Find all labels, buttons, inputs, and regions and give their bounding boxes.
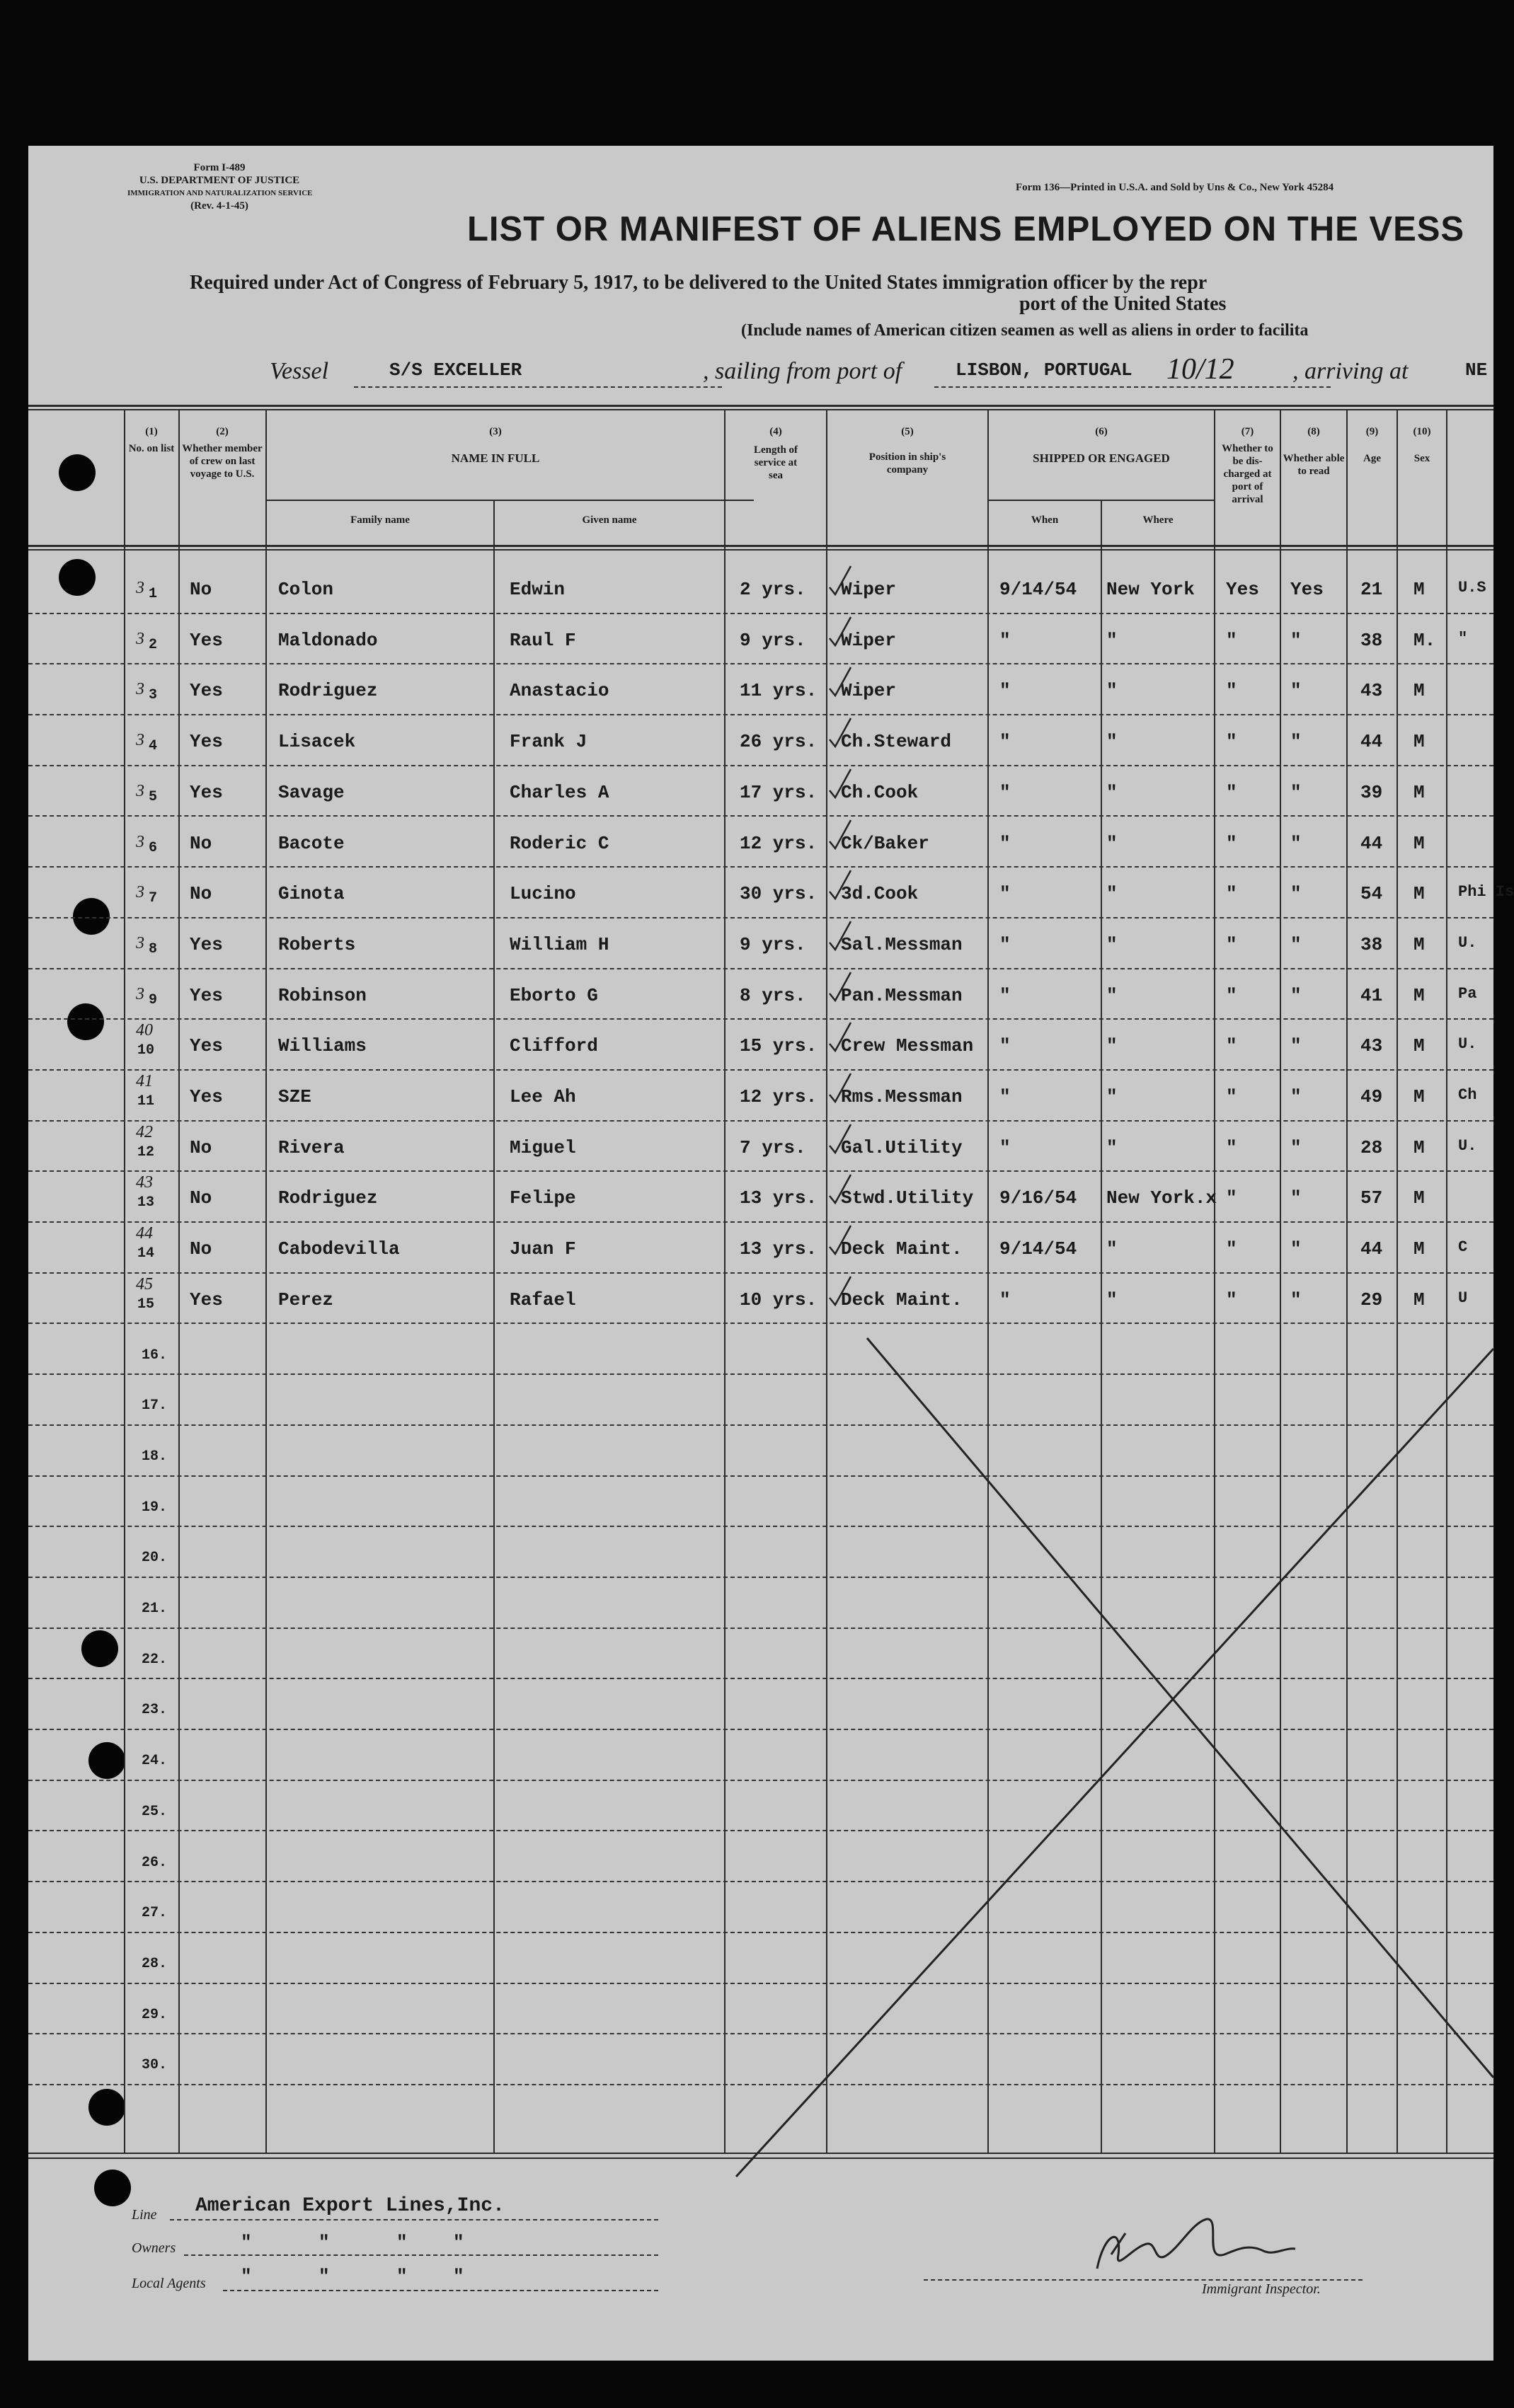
service-length-cell: 13 yrs.: [740, 1187, 818, 1209]
nationality-cell: U: [1458, 1289, 1468, 1307]
able-to-read-cell: ": [1290, 984, 1302, 1006]
able-to-read-cell: ": [1290, 1289, 1302, 1310]
col-header-given-name: Given name: [582, 514, 637, 526]
nationality-cell: U.S: [1458, 579, 1486, 597]
age-cell: 44: [1360, 731, 1383, 753]
service-length-cell: 15 yrs.: [740, 1035, 818, 1057]
col-header-read: (8) Whether able to read: [1283, 426, 1345, 477]
sex-cell: M: [1413, 1086, 1425, 1107]
row-number: 16.: [142, 1347, 168, 1364]
row-number: 5: [149, 788, 158, 805]
row-number: 21.: [142, 1601, 168, 1617]
family-name-cell: Robinson: [278, 984, 367, 1006]
row-number: 30.: [142, 2057, 168, 2074]
discharge-cell: ": [1226, 731, 1237, 753]
ditto-mark: ": [396, 2266, 408, 2287]
previous-crew-cell: No: [190, 1238, 212, 1260]
sex-cell: M: [1413, 832, 1425, 854]
shipped-where-cell: ": [1106, 1035, 1118, 1057]
shipped-when-cell: 9/14/54: [999, 579, 1077, 600]
row-number-handwritten: 3: [136, 832, 144, 851]
arriving-label: , arriving at: [1292, 358, 1409, 384]
ditto-mark: ": [319, 2232, 330, 2253]
line-company: American Export Lines,Inc.: [195, 2195, 505, 2217]
shipped-where-cell: ": [1106, 933, 1118, 955]
service-length-cell: 30 yrs.: [740, 883, 818, 905]
sex-cell: M: [1413, 1187, 1425, 1209]
position-cell: Ch.Steward: [841, 731, 952, 753]
inspector-signature: [1055, 2205, 1352, 2283]
age-cell: 43: [1360, 680, 1383, 702]
sex-cell: M: [1413, 781, 1425, 803]
row-number-handwritten: 42: [136, 1122, 153, 1141]
service-length-cell: 12 yrs.: [740, 832, 818, 854]
given-name-cell: Edwin: [510, 579, 566, 600]
able-to-read-cell: ": [1290, 832, 1302, 854]
shipped-where-cell: ": [1106, 731, 1118, 753]
position-cell: Gal.Utility: [841, 1136, 963, 1158]
shipped-where-cell: ": [1106, 781, 1118, 803]
discharge-cell: ": [1226, 1238, 1237, 1260]
sex-cell: M: [1413, 933, 1425, 955]
service-length-cell: 13 yrs.: [740, 1238, 818, 1260]
ditto-mark: ": [241, 2266, 252, 2287]
nationality-cell: U.: [1458, 933, 1477, 952]
shipped-where-cell: ": [1106, 1086, 1118, 1107]
previous-crew-cell: Yes: [190, 680, 223, 702]
shipped-when-cell: ": [999, 1035, 1011, 1057]
able-to-read-cell: ": [1290, 933, 1302, 955]
row-number: 6: [149, 839, 158, 856]
shipped-when-cell: ": [999, 984, 1011, 1006]
shipped-when-cell: 9/14/54: [999, 1238, 1077, 1260]
given-name-cell: Rafael: [510, 1289, 576, 1310]
row-number-handwritten: 3: [136, 731, 144, 750]
subtitle-line-3: (Include names of American citizen seamen as well as aliens in order to facilita: [741, 321, 1309, 340]
family-name-cell: Rivera: [278, 1136, 345, 1158]
cross-out-line: [867, 1338, 1493, 2078]
shipped-when-cell: ": [999, 832, 1011, 854]
position-cell: Crew Messman: [841, 1035, 974, 1057]
vessel-label: Vessel: [270, 358, 329, 384]
family-name-cell: Perez: [278, 1289, 334, 1310]
service-length-cell: 9 yrs.: [740, 629, 806, 651]
service-length-cell: 10 yrs.: [740, 1289, 818, 1310]
previous-crew-cell: No: [190, 1136, 212, 1158]
age-cell: 29: [1360, 1289, 1383, 1310]
position-cell: Stwd.Utility: [841, 1187, 974, 1209]
row-number: 13: [137, 1194, 155, 1211]
sailing-date: 10/12: [1166, 353, 1234, 386]
position-cell: Pan.Messman: [841, 984, 963, 1006]
nationality-cell: U.: [1458, 1035, 1477, 1054]
col-header-number: (1) No. on list: [128, 426, 175, 454]
position-cell: 3d.Cook: [841, 883, 919, 905]
able-to-read-cell: Yes: [1290, 579, 1324, 600]
row-number: 2: [149, 636, 158, 653]
able-to-read-cell: ": [1290, 1238, 1302, 1260]
given-name-cell: William H: [510, 933, 609, 955]
shipped-where-cell: New York.x: [1106, 1187, 1217, 1209]
col-header-where: Where: [1142, 514, 1174, 526]
shipped-when-cell: ": [999, 1289, 1011, 1310]
inspector-label: Immigrant Inspector.: [1202, 2281, 1321, 2297]
age-cell: 43: [1360, 1035, 1383, 1057]
printer-note: Form 136—Printed in U.S.A. and Sold by Uns & Co., New York 45284: [1016, 182, 1334, 193]
family-name-cell: Roberts: [278, 933, 356, 955]
shipped-when-cell: 9/16/54: [999, 1187, 1077, 1209]
row-number: 27.: [142, 1905, 168, 1922]
shipped-where-cell: ": [1106, 984, 1118, 1006]
sex-cell: M: [1413, 984, 1425, 1006]
arriving-port: NE: [1465, 359, 1488, 381]
able-to-read-cell: ": [1290, 1187, 1302, 1209]
ditto-mark: ": [396, 2232, 408, 2253]
nationality-cell: ": [1458, 629, 1468, 647]
nationality-cell: Ch: [1458, 1086, 1477, 1104]
shipped-where-cell: ": [1106, 832, 1118, 854]
previous-crew-cell: Yes: [190, 781, 223, 803]
row-number: 3: [149, 687, 158, 704]
previous-crew-cell: Yes: [190, 1035, 223, 1057]
previous-crew-cell: Yes: [190, 731, 223, 753]
service-length-cell: 17 yrs.: [740, 781, 818, 803]
family-name-cell: SZE: [278, 1086, 311, 1107]
discharge-cell: ": [1226, 883, 1237, 905]
previous-crew-cell: Yes: [190, 629, 223, 651]
owners-label: Owners: [132, 2240, 176, 2256]
sex-cell: M: [1413, 1238, 1425, 1260]
row-number-handwritten: 3: [136, 883, 144, 902]
age-cell: 38: [1360, 933, 1383, 955]
subtitle-line-1: Required under Act of Congress of February 5, 1917, to be delivered to the United States immigration officer by the repr: [190, 272, 1208, 294]
able-to-read-cell: ": [1290, 781, 1302, 803]
row-number: 20.: [142, 1550, 168, 1567]
shipped-when-cell: ": [999, 1136, 1011, 1158]
shipped-when-cell: ": [999, 1086, 1011, 1107]
col-header-sex: (10) Sex: [1413, 426, 1431, 464]
cross-out-line: [736, 1349, 1493, 2177]
previous-crew-cell: No: [190, 1187, 212, 1209]
row-number-handwritten: 40: [136, 1021, 153, 1040]
row-number-handwritten: 3: [136, 680, 144, 699]
row-number: 15: [137, 1296, 155, 1313]
discharge-cell: ": [1226, 1187, 1237, 1209]
row-number-handwritten: 45: [136, 1274, 153, 1294]
nationality-cell: Pa: [1458, 984, 1477, 1003]
discharge-cell: ": [1226, 933, 1237, 955]
age-cell: 57: [1360, 1187, 1383, 1209]
able-to-read-cell: ": [1290, 1086, 1302, 1107]
service-length-cell: 7 yrs.: [740, 1136, 806, 1158]
age-cell: 41: [1360, 984, 1383, 1006]
row-number: 4: [149, 738, 158, 755]
row-number: 25.: [142, 1803, 168, 1820]
discharge-cell: ": [1226, 1289, 1237, 1310]
age-cell: 49: [1360, 1086, 1383, 1107]
age-cell: 39: [1360, 781, 1383, 803]
service-length-cell: 12 yrs.: [740, 1086, 818, 1107]
shipped-when-cell: ": [999, 883, 1011, 905]
local-agents-label: Local Agents: [132, 2276, 206, 2291]
subtitle-line-2: port of the United States: [1019, 293, 1227, 315]
col-header-family-name: Family name: [350, 514, 410, 526]
previous-crew-cell: No: [190, 832, 212, 854]
form-revision: (Rev. 4-1-45): [190, 200, 248, 212]
row-number: 11: [137, 1093, 155, 1110]
previous-crew-cell: No: [190, 883, 212, 905]
form-department: U.S. DEPARTMENT OF JUSTICE: [139, 175, 300, 186]
row-number: 22.: [142, 1651, 168, 1668]
service-length-cell: 9 yrs.: [740, 933, 806, 955]
row-number: 26.: [142, 1854, 168, 1871]
given-name-cell: Lee Ah: [510, 1086, 576, 1107]
row-number: 17.: [142, 1398, 168, 1415]
col-header-discharge: (7) Whether to be dis-charged at port of arrival: [1222, 426, 1273, 505]
row-number: 19.: [142, 1499, 168, 1516]
shipped-where-cell: ": [1106, 629, 1118, 651]
position-cell: Wiper: [841, 680, 897, 702]
family-name-cell: Maldonado: [278, 629, 378, 651]
sex-cell: M: [1413, 883, 1425, 905]
previous-crew-cell: Yes: [190, 1289, 223, 1310]
nationality-cell: C: [1458, 1238, 1468, 1257]
nationality-cell: U.: [1458, 1136, 1477, 1155]
row-number-handwritten: 43: [136, 1173, 153, 1192]
vessel-name: S/S EXCELLER: [389, 359, 522, 381]
form-number: Form I-489: [193, 162, 246, 173]
port-of-sailing: LISBON, PORTUGAL: [956, 359, 1132, 381]
position-cell: Rms.Messman: [841, 1086, 963, 1107]
row-number: 29.: [142, 2006, 168, 2023]
sex-cell: M: [1413, 1289, 1425, 1310]
shipped-where-cell: ": [1106, 680, 1118, 702]
family-name-cell: Williams: [278, 1035, 367, 1057]
age-cell: 28: [1360, 1136, 1383, 1158]
shipped-when-cell: ": [999, 933, 1011, 955]
position-cell: Sal.Messman: [841, 933, 963, 955]
shipped-where-cell: ": [1106, 1136, 1118, 1158]
discharge-cell: ": [1226, 832, 1237, 854]
able-to-read-cell: ": [1290, 1035, 1302, 1057]
age-cell: 38: [1360, 629, 1383, 651]
family-name-cell: Rodriguez: [278, 680, 378, 702]
sailing-label: , sailing from port of: [703, 358, 902, 384]
row-number-handwritten: 44: [136, 1224, 153, 1243]
service-length-cell: 11 yrs.: [740, 680, 818, 702]
sex-cell: M: [1413, 1035, 1425, 1057]
family-name-cell: Savage: [278, 781, 345, 803]
age-cell: 44: [1360, 1238, 1383, 1260]
cross-out-marks: [28, 146, 1493, 2361]
position-cell: Deck Maint.: [841, 1289, 963, 1310]
service-length-cell: 26 yrs.: [740, 731, 818, 753]
ditto-mark: ": [453, 2232, 464, 2253]
sex-cell: M: [1413, 731, 1425, 753]
nationality-cell: Phi Is: [1458, 883, 1514, 901]
given-name-cell: Clifford: [510, 1035, 598, 1057]
age-cell: 21: [1360, 579, 1383, 600]
shipped-when-cell: ": [999, 731, 1011, 753]
shipped-where-cell: ": [1106, 1289, 1118, 1310]
row-number: 12: [137, 1143, 155, 1160]
service-length-cell: 2 yrs.: [740, 579, 806, 600]
row-number: 7: [149, 890, 158, 907]
given-name-cell: Lucino: [510, 883, 576, 905]
row-number-handwritten: 3: [136, 984, 144, 1003]
sex-cell: M.: [1413, 629, 1436, 651]
discharge-cell: ": [1226, 680, 1237, 702]
discharge-cell: ": [1226, 1035, 1237, 1057]
discharge-cell: ": [1226, 1086, 1237, 1107]
row-number: 1: [149, 586, 158, 602]
ditto-mark: ": [319, 2266, 330, 2287]
given-name-cell: Frank J: [510, 731, 587, 753]
row-number: 14: [137, 1245, 155, 1262]
position-cell: Deck Maint.: [841, 1238, 963, 1260]
row-number: 28.: [142, 1955, 168, 1972]
shipped-where-cell: New York: [1106, 579, 1195, 600]
col-header-name: (3) NAME IN FULL: [451, 426, 540, 465]
col-header-age: (9) Age: [1363, 426, 1381, 464]
row-number: 24.: [142, 1753, 168, 1770]
form-service: IMMIGRATION AND NATURALIZATION SERVICE: [127, 189, 313, 197]
shipped-where-cell: ": [1106, 883, 1118, 905]
previous-crew-cell: Yes: [190, 1086, 223, 1107]
shipped-when-cell: ": [999, 680, 1011, 702]
row-number-handwritten: 3: [136, 579, 144, 597]
previous-crew-cell: Yes: [190, 933, 223, 955]
position-cell: Ck/Baker: [841, 832, 929, 854]
family-name-cell: Rodriguez: [278, 1187, 378, 1209]
discharge-cell: ": [1226, 1136, 1237, 1158]
col-header-position: (5) Position in ship's company: [868, 426, 946, 476]
sex-cell: M: [1413, 1136, 1425, 1158]
family-name-cell: Lisacek: [278, 731, 356, 753]
able-to-read-cell: ": [1290, 1136, 1302, 1158]
shipped-when-cell: ": [999, 781, 1011, 803]
row-number: 8: [149, 940, 158, 957]
given-name-cell: Eborto G: [510, 984, 598, 1006]
service-length-cell: 8 yrs.: [740, 984, 806, 1006]
given-name-cell: Miguel: [510, 1136, 576, 1158]
ditto-mark: ": [453, 2266, 464, 2287]
able-to-read-cell: ": [1290, 883, 1302, 905]
given-name-cell: Roderic C: [510, 832, 609, 854]
discharge-cell: Yes: [1226, 579, 1259, 600]
discharge-cell: ": [1226, 781, 1237, 803]
row-number: 9: [149, 991, 158, 1008]
sex-cell: M: [1413, 680, 1425, 702]
able-to-read-cell: ": [1290, 680, 1302, 702]
position-cell: Wiper: [841, 579, 897, 600]
shipped-where-cell: ": [1106, 1238, 1118, 1260]
family-name-cell: Cabodevilla: [278, 1238, 400, 1260]
able-to-read-cell: ": [1290, 731, 1302, 753]
col-header-previous-crew: (2) Whether member of crew on last voyage to U.S.: [182, 426, 263, 480]
given-name-cell: Raul F: [510, 629, 576, 651]
family-name-cell: Ginota: [278, 883, 345, 905]
col-header-when: When: [1031, 514, 1059, 526]
discharge-cell: ": [1226, 984, 1237, 1006]
given-name-cell: Felipe: [510, 1187, 576, 1209]
shipped-when-cell: ": [999, 629, 1011, 651]
page-title: LIST OR MANIFEST OF ALIENS EMPLOYED ON THE VESS: [467, 210, 1465, 248]
row-number-handwritten: 3: [136, 629, 144, 648]
previous-crew-cell: No: [190, 579, 212, 600]
position-cell: Ch.Cook: [841, 781, 919, 803]
sex-cell: M: [1413, 579, 1425, 600]
given-name-cell: Anastacio: [510, 680, 609, 702]
line-label: Line: [132, 2207, 157, 2223]
ditto-mark: ": [241, 2232, 252, 2253]
family-name-cell: Bacote: [278, 832, 345, 854]
discharge-cell: ": [1226, 629, 1237, 651]
previous-crew-cell: Yes: [190, 984, 223, 1006]
age-cell: 44: [1360, 832, 1383, 854]
row-number-handwritten: 41: [136, 1072, 153, 1090]
able-to-read-cell: ": [1290, 629, 1302, 651]
col-header-service: (4) Length of service at sea: [753, 426, 798, 481]
row-number-handwritten: 3: [136, 933, 144, 952]
col-header-shipped: (6) SHIPPED OR ENGAGED: [1033, 426, 1170, 465]
row-number: 23.: [142, 1702, 168, 1719]
age-cell: 54: [1360, 883, 1383, 905]
family-name-cell: Colon: [278, 579, 334, 600]
given-name-cell: Juan F: [510, 1238, 576, 1260]
manifest-sheet: [28, 146, 1514, 2361]
given-name-cell: Charles A: [510, 781, 609, 803]
row-number: 10: [137, 1042, 155, 1059]
row-number: 18.: [142, 1448, 168, 1465]
row-number-handwritten: 3: [136, 781, 144, 800]
position-cell: Wiper: [841, 629, 897, 651]
